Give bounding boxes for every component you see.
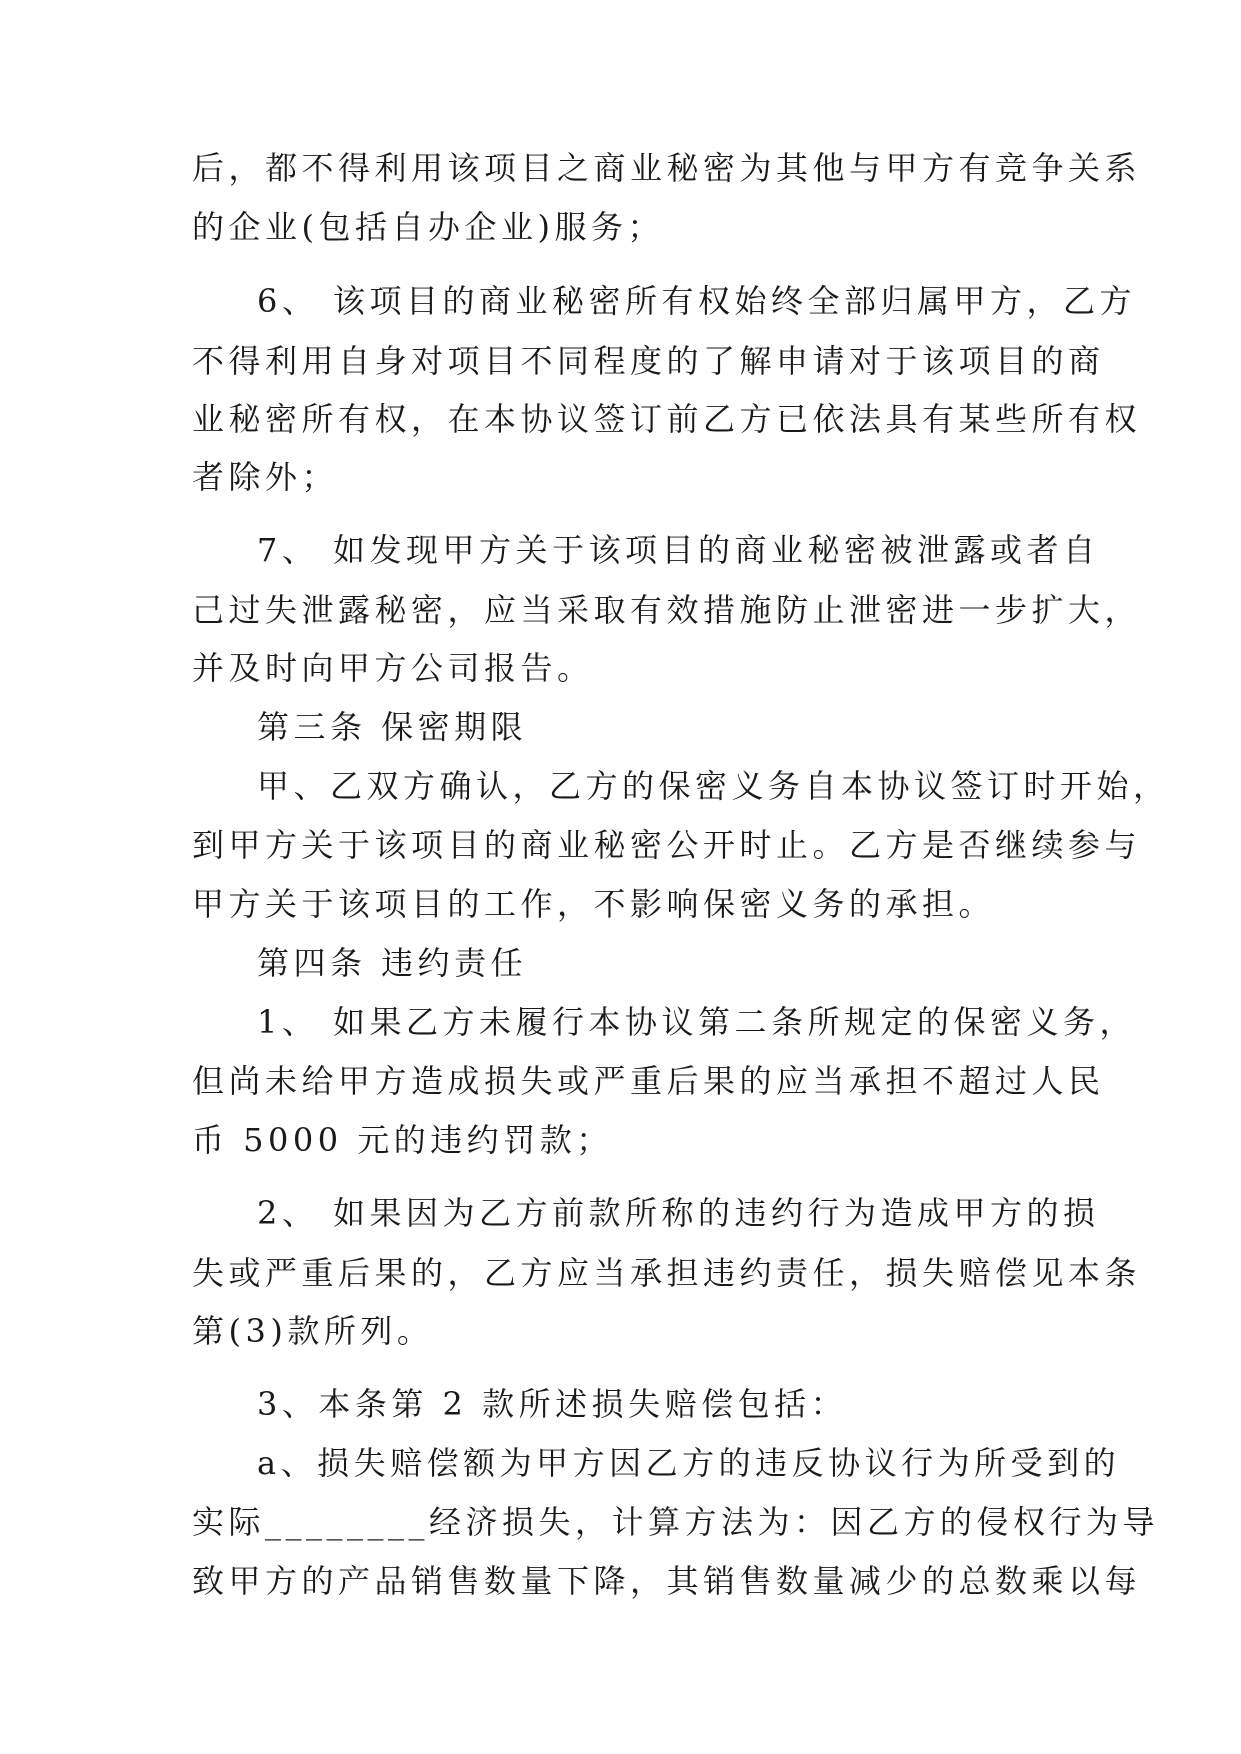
text-line: 业秘密所有权，在本协议签订前乙方已依法具有某些所有权 [192, 400, 1142, 438]
section-heading: 第三条 保密期限 [257, 708, 528, 746]
text-line: 第(3)款所列。 [192, 1312, 434, 1350]
text-line: 但尚未给甲方造成损失或严重后果的应当承担不超过人民 [192, 1062, 1105, 1100]
text-line: 1、 如果乙方未履行本协议第二条所规定的保密义务， [257, 1003, 1137, 1041]
text-line: 实际________经济损失，计算方法为：因乙方的侵权行为导 [192, 1503, 1160, 1541]
text-line: a、损失赔偿额为甲方因乙方的违反协议行为所受到的 [257, 1444, 1121, 1482]
text-line: 并及时向甲方公司报告。 [192, 649, 594, 687]
text-line: 币 5000 元的违约罚款； [192, 1121, 613, 1159]
text-line: 失或严重后果的，乙方应当承担违约责任，损失赔偿见本条 [192, 1254, 1142, 1292]
text-line: 甲方关于该项目的工作，不影响保密义务的承担。 [192, 885, 996, 923]
text-line: 后，都不得利用该项目之商业秘密为其他与甲方有竞争关系 [192, 149, 1142, 187]
text-line: 者除外； [192, 458, 339, 496]
text-line: 甲、乙双方确认，乙方的保密义务自本协议签订时开始， [257, 767, 1170, 805]
text-line: 到甲方关于该项目的商业秘密公开时止。乙方是否继续参与 [192, 826, 1142, 864]
text-line: 6、 该项目的商业秘密所有权始终全部归属甲方，乙方 [257, 282, 1137, 320]
section-heading: 第四条 违约责任 [257, 944, 528, 982]
text-line: 2、 如果因为乙方前款所称的违约行为造成甲方的损 [257, 1194, 1100, 1232]
text-line: 3、本条第 2 款所述损失赔偿包括： [257, 1385, 848, 1423]
text-line: 己过失泄露秘密，应当采取有效措施防止泄密进一步扩大， [192, 591, 1142, 629]
text-line: 不得利用自身对项目不同程度的了解申请对于该项目的商 [192, 342, 1105, 380]
text-line: 7、 如发现甲方关于该项目的商业秘密被泄露或者自 [257, 531, 1100, 569]
text-line: 致甲方的产品销售数量下降，其销售数量减少的总数乘以每 [192, 1562, 1142, 1600]
text-line: 的企业(包括自办企业)服务； [192, 208, 664, 246]
